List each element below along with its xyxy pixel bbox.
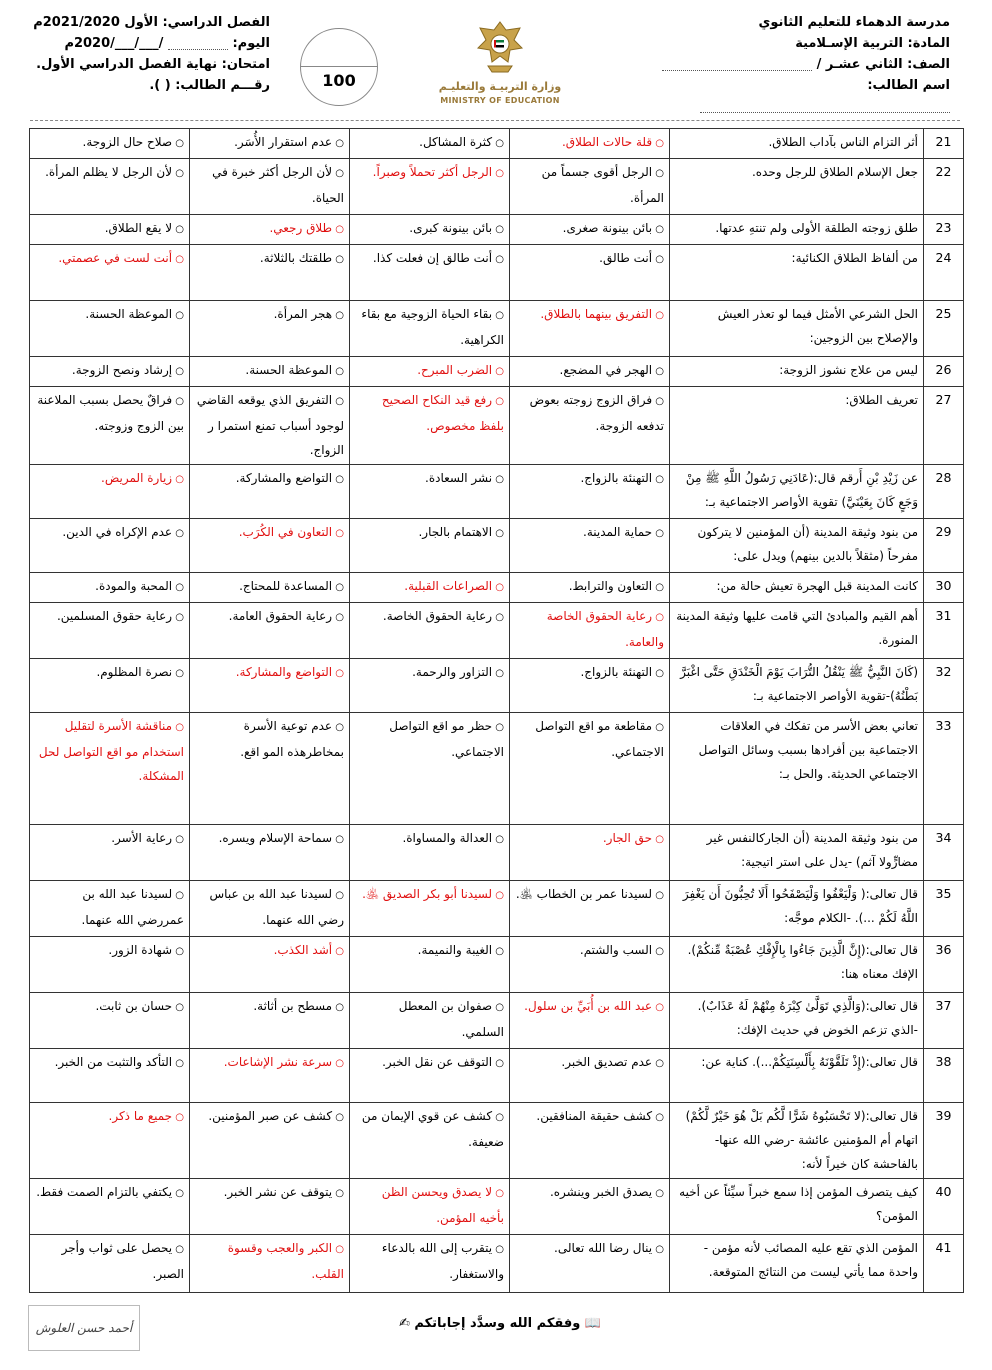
answer-option-a[interactable] (510, 1049, 670, 1103)
day-label: اليوم: (232, 36, 270, 51)
option-text: ○ الاهتمام بالجار. (418, 525, 504, 539)
answer-option-c[interactable] (190, 245, 350, 301)
question-text: قال تعالى:(وَالَّذِي تَوَلَّىٰ كِبْرَهُ مِنْهُمْ لَهُ عَذَابٌ). -الذي تزعم الخوض في حديث الإفك: (670, 993, 924, 1049)
answer-option-b[interactable] (350, 215, 510, 245)
answer-option-b[interactable] (350, 881, 510, 937)
option-text: ○ المحبة والمودة. (95, 579, 184, 593)
answer-option-b[interactable] (350, 573, 510, 603)
question-number: 38 (924, 1049, 964, 1103)
answer-option-a[interactable] (510, 245, 670, 301)
answer-option-b[interactable] (350, 245, 510, 301)
option-text: ○ لسيدنا عبد الله بن عباس رضي الله عنهما. (210, 887, 344, 927)
answer-option-a[interactable] (510, 301, 670, 357)
question-text: المؤمن الذي تقع عليه المصائب لأنه مؤمن - واحدة مما يأتي ليست من النتائج المتوقعة. (670, 1235, 924, 1293)
answer-option-c[interactable] (190, 713, 350, 825)
answer-option-d[interactable] (30, 159, 190, 215)
option-text: ○ حسان بن ثابت. (95, 999, 184, 1013)
answer-option-d[interactable] (30, 1103, 190, 1179)
option-text: ○ كشف عن صبر المؤمنين. (208, 1109, 344, 1123)
answer-option-a[interactable] (510, 825, 670, 881)
answer-option-b[interactable] (350, 1179, 510, 1235)
correct-answer: ○ أشد الكذب. (274, 943, 344, 957)
question-text: عن زَيْدِ بْنِ أَرقم قال:(عَادَنِي رَسُولُ اللَّهِ ﷺ مِنْ وَجَعٍ كَانَ بِعَيْنَيَّ) تقوية الأواصر الاجتماعية بـ: (670, 465, 924, 519)
answer-option-b[interactable] (350, 937, 510, 993)
answer-option-b[interactable] (350, 1235, 510, 1293)
answer-option-a[interactable] (510, 993, 670, 1049)
question-row (30, 825, 964, 881)
option-text: ○ صفوان بن المعطل السلمي. (399, 999, 504, 1039)
question-row (30, 713, 964, 825)
answer-option-c[interactable] (190, 159, 350, 215)
question-row (30, 1235, 964, 1293)
question-text: الحل الشرعي الأمثل فيما لو تعذر العيش والإصلاح بين الزوجين: (670, 301, 924, 357)
option-text: ○ التوقف عن نقل الخبر. (382, 1055, 504, 1069)
question-row (30, 1049, 964, 1103)
answer-option-c[interactable] (190, 519, 350, 573)
option-text: ○ العدالة والمساواة. (402, 831, 504, 845)
answer-option-d[interactable] (30, 519, 190, 573)
correct-answer: ○ أنت لست في عصمتي. (58, 251, 184, 265)
answer-option-b[interactable] (350, 603, 510, 659)
option-text: ○ إرشاد ونصح الزوجة. (72, 363, 184, 377)
answer-option-c[interactable] (190, 881, 350, 937)
option-text: ○ رعاية حقوق المسلمين. (57, 609, 184, 623)
answer-option-b[interactable] (350, 659, 510, 713)
question-number: 28 (924, 465, 964, 519)
option-text: ○ لأن الرجل لا يظلم المرأة. (45, 165, 184, 179)
correct-answer: ○ الكبر والعجب وقسوة القلب. (228, 1241, 344, 1281)
answer-option-b[interactable] (350, 713, 510, 825)
answer-option-a[interactable] (510, 937, 670, 993)
option-text: ○ السب والشتم. (580, 943, 664, 957)
question-number: 32 (924, 659, 964, 713)
answer-option-d[interactable] (30, 387, 190, 465)
day-blank[interactable] (168, 37, 228, 50)
answer-option-b[interactable] (350, 993, 510, 1049)
uae-emblem-icon (470, 18, 530, 76)
option-text: ○ كشف حقيقة المنافقين. (536, 1109, 664, 1123)
option-text: ○ كثرة المشاكل. (419, 135, 504, 149)
option-text: ○ التهنئة بالزواج. (580, 665, 664, 679)
correct-answer: ○ زيارة المريض. (101, 471, 184, 485)
option-text: ○ أنت طالق. (599, 251, 664, 265)
question-number: 40 (924, 1179, 964, 1235)
correct-answer: ○ حق الجار. (603, 831, 664, 845)
correct-answer: ○ الصراعات القبلية. (404, 579, 504, 593)
answer-option-b[interactable] (350, 301, 510, 357)
answer-option-a[interactable] (510, 387, 670, 465)
option-text: ○ التهنئة بالزواج. (580, 471, 664, 485)
option-text: ○ عدم تصديق الخبر. (561, 1055, 664, 1069)
date: /___/___/2020م (64, 36, 164, 51)
question-number: 29 (924, 519, 964, 573)
correct-answer: ○ رعاية الحقوق الخاصة والعامة. (547, 609, 664, 649)
answer-option-c[interactable] (190, 387, 350, 465)
question-number: 33 (924, 713, 964, 825)
option-text: ○ يكتفي بالتزام الصمت فقط. (36, 1185, 184, 1199)
semester: الفصل الدراسي: الأول 2021/2020م (33, 15, 270, 30)
answer-option-a[interactable] (510, 465, 670, 519)
question-text: جعل الإسلام الطلاق للرجل وحده. (670, 159, 924, 215)
grade-blank[interactable] (662, 58, 812, 71)
school-info (620, 12, 950, 117)
answer-option-c[interactable] (190, 659, 350, 713)
option-text: ○ هجر المرأة. (274, 307, 344, 321)
option-text: ○ لسيدنا عمر بن الخطاب ﵁. (516, 887, 664, 901)
correct-answer: ○ لسيدنا أبو بكر الصديق ﵁. (362, 887, 504, 901)
option-text: ○ يحصل على ثواب وأجر الصبر. (62, 1241, 184, 1281)
option-text: ○ لأن الرجل أكثر خبرة في الحياة. (212, 165, 344, 205)
option-text: ○ يتقرب إلى الله بالدعاء والاستغفار. (382, 1241, 504, 1281)
question-row (30, 387, 964, 465)
exam-info (30, 12, 270, 96)
question-text: كانت المدينة قبل الهجرة تعيش حالة من: (670, 573, 924, 603)
answer-option-d[interactable] (30, 1049, 190, 1103)
writing-hand-icon: ✍ (398, 1316, 410, 1331)
question-row (30, 159, 964, 215)
option-text: ○ فراق الزوج زوجته بعوض تدفعه الزوجة. (530, 393, 664, 433)
option-text: ○ التزاور والرحمة. (412, 665, 504, 679)
answer-option-d[interactable] (30, 357, 190, 387)
question-text: من بنود وثيقة المدينة (أن المؤمنين لا يتركون مفرحاً (مثقلاً بالدين بينهم) ويدل على: (670, 519, 924, 573)
exam-header (0, 0, 992, 118)
answer-option-b[interactable] (350, 129, 510, 159)
answer-option-a[interactable] (510, 603, 670, 659)
question-row (30, 881, 964, 937)
option-text: ○ لا يقع الطلاق. (105, 221, 184, 235)
option-text: ○ عدم الإكراه في الدين. (62, 525, 184, 539)
option-text: ○ رعاية الحقوق الخاصة. (383, 609, 504, 623)
answer-option-d[interactable] (30, 465, 190, 519)
answer-option-d[interactable] (30, 1179, 190, 1235)
option-text: ○ مقاطعة مو اقع التواصل الاجتماعي. (535, 719, 664, 759)
student-name-label: اسم الطالب: (867, 78, 950, 93)
answer-option-d[interactable] (30, 1235, 190, 1293)
option-text: ○ بائن بينونة كبرى. (409, 221, 504, 235)
answer-option-d[interactable] (30, 937, 190, 993)
correct-answer: ○ لا يصدق ويحسن الظن بأخيه المؤمن. (382, 1185, 504, 1225)
question-text: قال تعالى:(إِنَّ الَّذِينَ جَاءُوا بِالْإِفْكِ عُصْبَةٌ مِّنكُمْ). الإفك معناه هنا: (670, 937, 924, 993)
option-text: ○ التعاون والترابط. (569, 579, 664, 593)
question-row (30, 1103, 964, 1179)
option-text: ○ شهادة الزور. (108, 943, 184, 957)
question-row (30, 573, 964, 603)
question-number: 25 (924, 301, 964, 357)
header-separator (30, 120, 960, 121)
answer-option-c[interactable] (190, 1235, 350, 1293)
option-text: ○ مسطح بن أثاثة. (253, 999, 344, 1013)
answer-option-d[interactable] (30, 603, 190, 659)
answer-option-c[interactable] (190, 993, 350, 1049)
answer-option-a[interactable] (510, 1103, 670, 1179)
student-name-blank[interactable] (700, 100, 950, 113)
answer-option-b[interactable] (350, 1103, 510, 1179)
answer-option-a[interactable] (510, 357, 670, 387)
question-text: قال تعالى:(لا تَحْسَبُوهُ شَرًّا لَّكُم بَلْ هُوَ خَيْرٌ لَّكُمْ) اتهام أم المؤمنين عائشة -رضي الله عنها-بالفاحشة كان خيراً لأنه: (670, 1103, 924, 1179)
answer-option-c[interactable] (190, 1179, 350, 1235)
option-text: ○ المساعدة للمحتاج. (239, 579, 344, 593)
option-text: ○ حماية المدينة. (583, 525, 664, 539)
answer-option-d[interactable] (30, 713, 190, 825)
correct-answer: ○ مناقشة الأسرة لتقليل استخدام مو اقع التواصل لحل المشكلة. (39, 719, 184, 783)
answer-option-c[interactable] (190, 1103, 350, 1179)
answer-option-b[interactable] (350, 1049, 510, 1103)
question-text: تعريف الطلاق: (670, 387, 924, 465)
question-number: 21 (924, 129, 964, 159)
option-text: ○ عدم استقرار الأُسَر. (234, 135, 344, 149)
teacher-signature: أحمد حسن العلوش (28, 1305, 140, 1351)
option-text: ○ بائن بينونة صغرى. (563, 221, 664, 235)
question-text: (كَانَ النَّبِيُّ ﷺ يَنْقُلُ التُّرَابَ يَوْمَ الْخَنْدَقِ حَتَّى اغْبَرَّ بَطْنُهُ)-تقوية الأواصر الاجتماعية بـ: (670, 659, 924, 713)
option-text: ○ يصدق الخبر وينشره. (550, 1185, 664, 1199)
question-number: 30 (924, 573, 964, 603)
answer-option-b[interactable] (350, 465, 510, 519)
question-text: أثر التزام الناس بآداب الطلاق. (670, 129, 924, 159)
student-number: رقـــم الطالب: ( ). (149, 78, 270, 93)
answer-option-a[interactable] (510, 713, 670, 825)
correct-answer: ○ التواضع والمشاركة. (236, 665, 344, 679)
option-text: ○ لسيدنا عبد الله بن عمررضي الله عنهما. (82, 887, 184, 927)
question-row (30, 465, 964, 519)
question-number: 35 (924, 881, 964, 937)
ministry-name-en: MINISTRY OF EDUCATION (440, 96, 560, 105)
question-number: 24 (924, 245, 964, 301)
question-row (30, 603, 964, 659)
answer-option-a[interactable] (510, 881, 670, 937)
option-text: ○ سماحة الإسلام ويسره. (219, 831, 344, 845)
question-row (30, 215, 964, 245)
question-number: 22 (924, 159, 964, 215)
option-text: ○ الغيبة والنميمة. (418, 943, 504, 957)
option-text: ○ الموعظة الحسنة. (245, 363, 344, 377)
question-text: ليس من علاج نشوز الزوجة: (670, 357, 924, 387)
question-text: من ألفاظ الطلاق الكنائية: (670, 245, 924, 301)
correct-answer: ○ قلة حالات الطلاق. (562, 135, 664, 149)
school-name: مدرسة الدهماء للتعليم الثانوي (758, 15, 950, 30)
answer-option-d[interactable] (30, 573, 190, 603)
answer-option-d[interactable] (30, 881, 190, 937)
question-row (30, 1179, 964, 1235)
answer-option-a[interactable] (510, 519, 670, 573)
answer-option-a[interactable] (510, 1235, 670, 1293)
subject: المادة: التربية الإسـلامية (795, 36, 950, 51)
option-text: ○ التفريق الذي يوقعه القاضي لوجود أسباب تمنع استمرا ر الزواج. (197, 393, 344, 457)
answer-option-c[interactable] (190, 465, 350, 519)
answer-option-a[interactable] (510, 1179, 670, 1235)
option-text: ○ الرجل أقوى جسماً من المرأة. (542, 165, 664, 205)
question-text: تعاني بعض الأسر من تفكك في العلاقات الاجتماعية بين أفرادها بسبب وسائل التواصل الاجتماعي الحديثة. والحل بـ: (670, 713, 924, 825)
option-text: ○ أنت طالق إن فعلت كذا. (373, 251, 504, 265)
question-text: كيف يتصرف المؤمن إذا سمع خبراً سيِّئاً عن أخيه المؤمن؟ (670, 1179, 924, 1235)
question-number: 41 (924, 1235, 964, 1293)
answer-option-d[interactable] (30, 659, 190, 713)
grade: الصف: الثاني عشـر / (816, 57, 950, 72)
question-row (30, 519, 964, 573)
answer-option-a[interactable] (510, 659, 670, 713)
option-text: ○ طلقتك بالثلاثة. (260, 251, 344, 265)
question-text: من بنود وثيقة المدينة (أن الجاركالنفس غير مضارٍّولا آثم) -يدل على استر اتيجية: (670, 825, 924, 881)
footer (300, 1316, 700, 1331)
answer-option-a[interactable] (510, 573, 670, 603)
question-number: 27 (924, 387, 964, 465)
question-number: 31 (924, 603, 964, 659)
option-text: ○ ينال رضا الله تعالى. (554, 1241, 664, 1255)
option-text: ○ يتوقف عن نشر الخبر. (224, 1185, 344, 1199)
total-score: 100 (322, 71, 356, 90)
answer-option-a[interactable] (510, 159, 670, 215)
answer-option-b[interactable] (350, 519, 510, 573)
answer-option-d[interactable] (30, 825, 190, 881)
question-number: 36 (924, 937, 964, 993)
option-text: ○ فراقٌ يحصل بسبب الملاعنة بين الزوج وزوجته. (37, 393, 184, 433)
question-number: 34 (924, 825, 964, 881)
option-text: ○ حظر مو اقع التواصل الاجتماعي. (389, 719, 504, 759)
option-text: ○ رعاية الحقوق العامة. (229, 609, 344, 623)
option-text: ○ الموعظة الحسنة. (85, 307, 184, 321)
question-row (30, 357, 964, 387)
student-name-line (620, 75, 950, 117)
grade-line (620, 54, 950, 75)
question-text: قال تعالى:(إِذْ تَلَقَّوْنَهُ بِأَلْسِنَتِكُمْ...). كناية عن: (670, 1049, 924, 1103)
ministry-name-ar: وزارة التربيـة والتعليـم (438, 80, 562, 93)
book-icon: 📖 (584, 1316, 602, 1331)
answer-option-c[interactable] (190, 215, 350, 245)
answer-option-a[interactable] (510, 215, 670, 245)
correct-answer: ○ التفريق بينهما بالطلاق. (540, 307, 664, 321)
option-text: ○ نشر السعادة. (425, 471, 504, 485)
correct-answer: ○ طلاق رجعي. (269, 221, 344, 235)
answer-option-d[interactable] (30, 301, 190, 357)
question-number: 39 (924, 1103, 964, 1179)
answer-option-c[interactable] (190, 1049, 350, 1103)
answer-option-c[interactable] (190, 825, 350, 881)
correct-answer: ○ التعاون في الكُرَب. (239, 525, 344, 539)
correct-answer: ○ رفع قيد النكاح الصحيح بلفظ مخصوص. (382, 393, 504, 433)
answer-option-b[interactable] (350, 357, 510, 387)
option-text: ○ كشف عن قوي الإيمان من ضعيفة. (362, 1109, 504, 1149)
option-text: ○ رعاية الأسر. (111, 831, 184, 845)
answer-option-d[interactable] (30, 993, 190, 1049)
option-text: ○ نصرة المظلوم. (96, 665, 184, 679)
question-row (30, 937, 964, 993)
correct-answer: ○ الرجل أكثر تحملاً وصبراً. (373, 165, 504, 179)
answer-option-c[interactable] (190, 301, 350, 357)
answer-option-d[interactable] (30, 129, 190, 159)
exam-title: امتحان: نهاية الفصل الدراسي الأول. (36, 57, 270, 72)
answer-option-b[interactable] (350, 825, 510, 881)
question-number: 23 (924, 215, 964, 245)
question-text: طلق زوجته الطلقة الأولى ولم تنتهِ عدتها. (670, 215, 924, 245)
answer-option-b[interactable] (350, 387, 510, 465)
questions-body (30, 129, 964, 1293)
question-number: 26 (924, 357, 964, 387)
option-text: ○ عدم توعية الأسرة بمخاطرهذه المو اقع. (240, 719, 344, 759)
correct-answer: ○ سرعة نشر الإشاعات. (224, 1055, 344, 1069)
option-text: ○ الهجر في المضجع. (560, 363, 664, 377)
answer-option-c[interactable] (190, 603, 350, 659)
correct-answer: ○ جميع ما ذكر. (109, 1109, 184, 1123)
question-row (30, 245, 964, 301)
question-row (30, 993, 964, 1049)
question-row (30, 301, 964, 357)
question-row (30, 659, 964, 713)
answer-option-c[interactable] (190, 937, 350, 993)
correct-answer: ○ الضرب المبرح. (417, 363, 504, 377)
answer-option-c[interactable] (190, 357, 350, 387)
correct-answer: ○ عبد الله بن أُبَيِّ بن سلول. (524, 999, 664, 1013)
option-text: ○ التأكد والتثبت من الخبر. (55, 1055, 184, 1069)
answer-option-d[interactable] (30, 245, 190, 301)
option-text: ○ صلاح حال الزوجة. (83, 135, 185, 149)
option-text: ○ التواضع والمشاركة. (236, 471, 344, 485)
question-row (30, 129, 964, 159)
question-text: قال تعالى:( وَلْيَعْفُوا وَلْيَصْفَحُوا أَلَا تُحِبُّونَ أَن يَغْفِرَ اللَّهُ لَكُمْ ...). -الكلام موجَّه: (670, 881, 924, 937)
answer-option-d[interactable] (30, 215, 190, 245)
questions-table (29, 128, 964, 1293)
question-text: أهم القيم والمبادئ التي قامت عليها وثيقة المدينة المنورة. (670, 603, 924, 659)
answer-option-b[interactable] (350, 159, 510, 215)
day-date-line (30, 33, 270, 54)
answer-option-c[interactable] (190, 573, 350, 603)
option-text: ○ بقاء الحياة الزوجية مع بقاء الكراهية. (361, 307, 504, 347)
question-number: 37 (924, 993, 964, 1049)
answer-option-c[interactable] (190, 129, 350, 159)
footer-text: وفقكم الله وسدَّد إجاباتكم (414, 1316, 581, 1331)
answer-option-a[interactable] (510, 129, 670, 159)
score-circle (300, 28, 378, 106)
